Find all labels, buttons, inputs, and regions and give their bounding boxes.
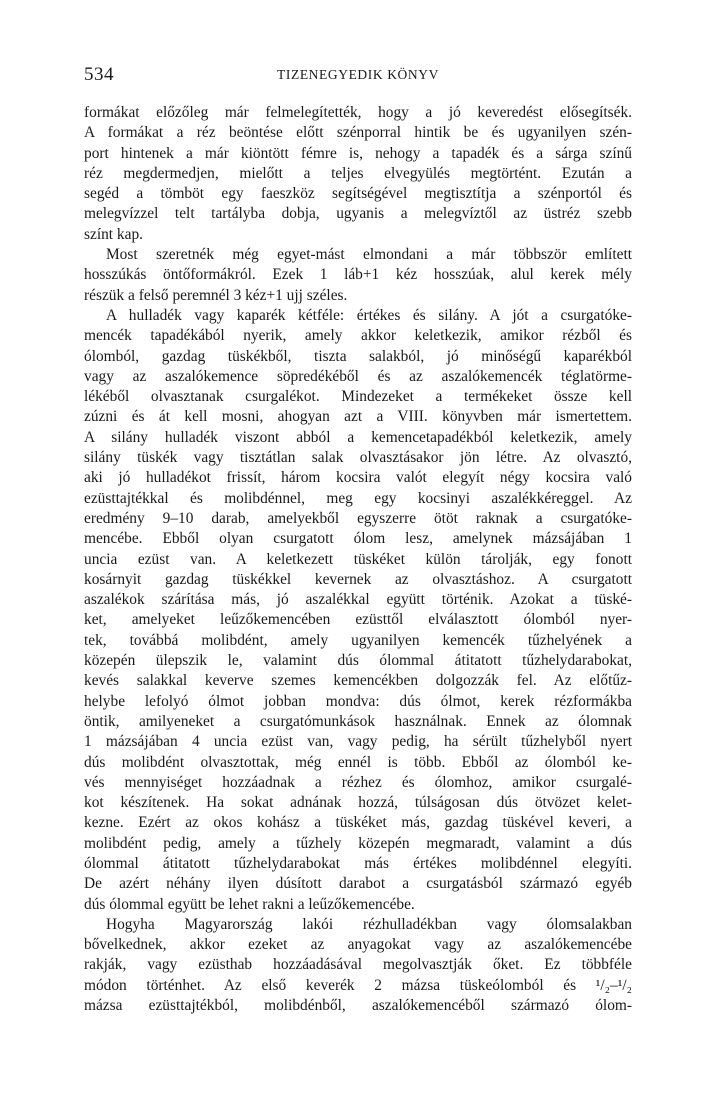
text-line: ólommal átitatott tűzhelydarabokat más értékes molibdénnel elegyíti. [84, 854, 632, 872]
text-line: közepén ülepszik le, valamint dús ólommal átitatott tűzhelydarabokat, [84, 652, 632, 670]
text-line: bővelkednek, akkor ezeket az anyagokat vagy az aszalókemencébe [84, 936, 632, 954]
text-line: színt kap. [84, 225, 143, 243]
text-line: silány tüskék vagy tisztátlan salak olvasztásakor jön létre. Az olvasztó, [84, 449, 632, 467]
page-number: 534 [84, 64, 114, 85]
text-line: aszalékok szárítása más, jó aszalékkal együtt történik. Azokat a tüské- [84, 591, 632, 609]
text-line: mázsa ezüsttajtékból, molibdénből, aszalókemencéből származó ólom- [84, 997, 632, 1015]
text-line: vagy az aszalókemence söpredékéből és az aszalókemencék téglatörme- [84, 367, 632, 385]
text-line: helybe lefolyó ólmot jobban mondva: dús ólmot, kerek rézformákba [84, 692, 632, 710]
page-header [84, 64, 632, 88]
text-line: melegvízzel telt tartályba dobja, ugyanis a melegvíztől az üstréz szebb [84, 205, 632, 223]
text-line: A silány hulladék viszont abból a kemencetapadékból keletkezik, amely [84, 428, 632, 446]
body-text [84, 103, 632, 1016]
text-line: kosárnyit gazdag tüskékkel kevernek az olvasztáshoz. A csurgatott [84, 570, 632, 588]
text-line: dús ólommal együtt be lehet rakni a leűzőkemencébe. [84, 895, 415, 913]
running-title: TIZENEGYEDIK KÖNYV [277, 67, 439, 82]
text-line: kevés salakkal keverve szemes kemencékben dolgozzák fel. Az előtűz- [84, 672, 632, 690]
text-line: molibdént pedig, amely a tűzhely közepén megmaradt, valamint a dús [84, 834, 632, 852]
text-line: ket, amelyeket leűzőkemencében ezüsttől elválasztott ólomból nyer- [84, 611, 632, 629]
text-line: ólomból, gazdag tüskékből, tiszta salakból, jó minőségű kaparékból [84, 347, 632, 365]
text-line: mencék tapadékából nyerik, amely akkor keletkezik, amikor rézből és [84, 327, 632, 345]
text-line: A hulladék vagy kaparék kétféle: értékes és silány. A jót a csurgatóke- [106, 306, 632, 324]
text-line: kot készítenek. Ha sokat adnának hozzá, túlságosan dús ötvözet kelet- [84, 794, 632, 812]
text-line: De azért néhány ilyen dúsított darabot a csurgatásból származó egyéb [84, 875, 632, 893]
text-line: rakják, vagy ezüsthab hozzáadásával megolvasztják őket. Ez többféle [84, 956, 632, 974]
text-line: módon történhet. Az első keverék 2 mázsa tüskeólomból és ¹/₂–¹/₂ [84, 976, 632, 994]
text-line: réz megdermedjen, mielőtt a teljes elvegyülés megtörtént. Ezután a [84, 164, 632, 182]
text-line: ezüsttajtékkal és molibdénnel, meg egy kocsinyi aszalékkéreggel. Az [84, 489, 632, 507]
text-line: lékéből olvasztanak csurgalékot. Mindezeket a termékeket össze kell [84, 388, 632, 406]
text-line: vés mennyiséget hozzáadnak a rézhez és ólomhoz, amikor csurgalé- [84, 773, 632, 791]
text-line: dús molibdént olvasztottak, még ennél is több. Ebből az ólomból ke- [84, 753, 632, 771]
text-line: mencébe. Ebből olyan csurgatott ólom lesz, amelynek mázsájában 1 [84, 530, 632, 548]
text-line: uncia ezüst van. A keletkezett tüskéket külön tárolják, egy fonott [84, 550, 632, 568]
text-line: öntik, amilyeneket a csurgatómunkások használnak. Ennek az ólomnak [84, 712, 632, 730]
text-line: tek, továbbá molibdént, amely ugyanilyen kemencék tűzhelyének a [84, 631, 632, 649]
text-line: hosszúkás öntőformákról. Ezek 1 láb+1 kéz hosszúak, alul kerek mély [84, 266, 632, 284]
text-line: port hintenek a már kiöntött fémre is, nehogy a tapadék és a sárga színű [84, 144, 632, 162]
text-line: kezne. Ezért az okos kohász a tüskéket más, gazdag tüskével keveri, a [84, 814, 632, 832]
text-line: A formákat a réz beöntése előtt szénporral hintik be és ugyanilyen szén- [84, 124, 632, 142]
text-line: részük a felső peremnél 3 kéz+1 ujj széles. [84, 286, 348, 304]
text-line: Hogyha Magyarország lakói rézhulladékban vagy ólomsalakban [106, 915, 632, 933]
text-line: zúzni és át kell mosni, ahogyan azt a VIII. könyvben már ismertettem. [84, 408, 632, 426]
text-line: aki jó hulladékot frissít, három kocsira valót elegyít négy kocsira való [84, 469, 632, 487]
text-line: 1 mázsájában 4 uncia ezüst van, vagy pedig, ha sérült tűzhelyből nyert [84, 733, 632, 751]
text-line: Most szeretnék még egyet-mást elmondani a már többször említett [106, 246, 632, 264]
text-line: formákat előzőleg már felmelegítették, hogy a jó keveredést elősegítsék. [84, 104, 632, 121]
text-line: segéd a tömböt egy faeszköz segítségével megtisztítja a szénportól és [84, 185, 632, 203]
text-line: eredmény 9–10 darab, amelyekből egyszerre ötöt raknak a csurgatóke- [84, 509, 632, 527]
